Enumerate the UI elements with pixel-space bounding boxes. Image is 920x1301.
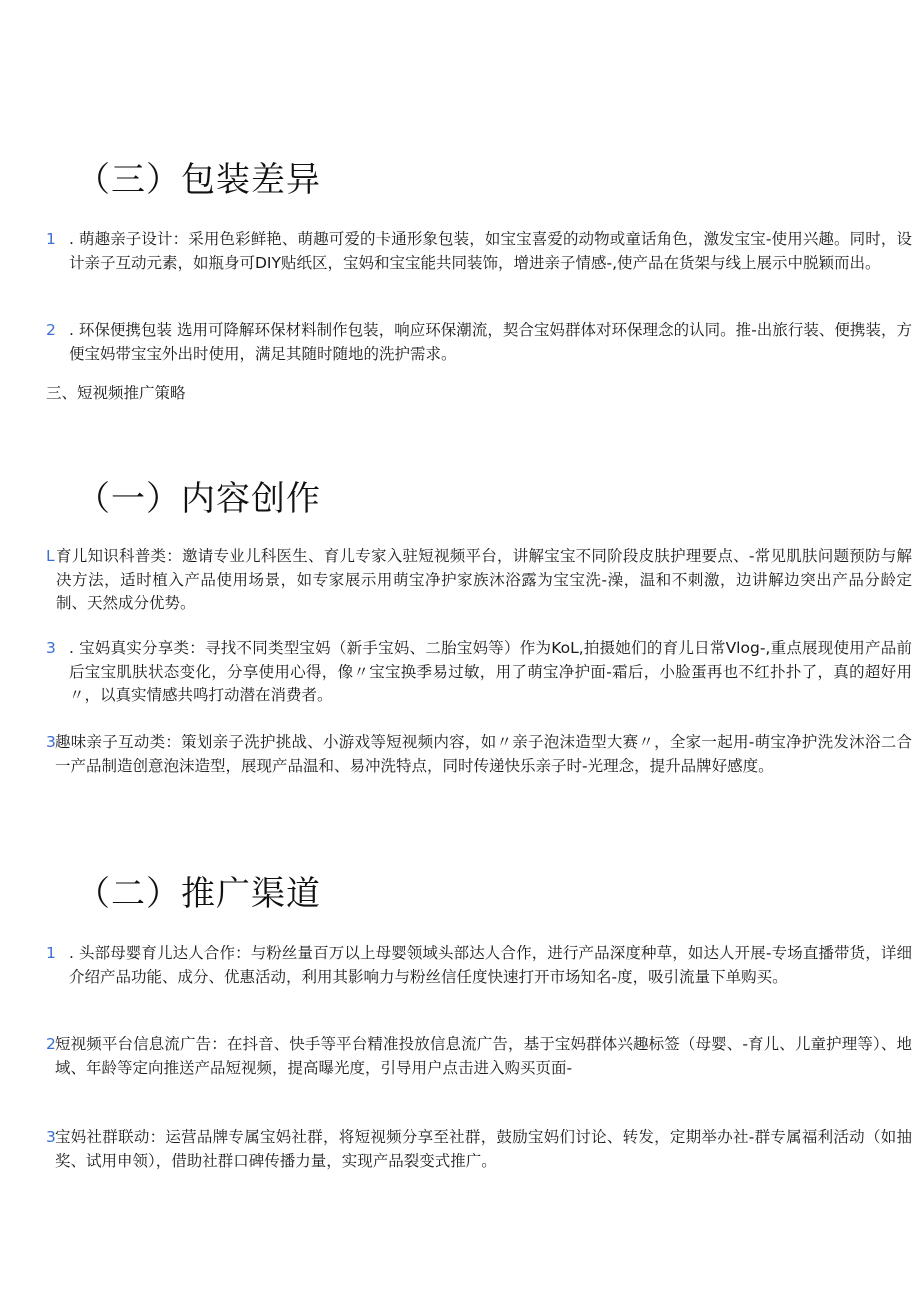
list-item-packaging-1 <box>46 228 912 275</box>
item-number: 2 <box>46 321 56 339</box>
item-text: 短视频平台信息流广告：在抖音、快手等平台精准投放信息流广告，基于宝妈群体兴趣标签（母婴、-育儿、儿童护理等）、地域、年龄等定向推送产品短视频，提高曝光度，引导用户点击进入购买页面- <box>55 1035 912 1077</box>
list-item-content-3 <box>46 731 912 778</box>
chapter-heading: 三、短视频推广策略 <box>46 384 186 402</box>
list-item-channel-1 <box>46 942 912 989</box>
item-number: 3 <box>46 639 56 657</box>
item-text: 宝妈社群联动：运营品牌专属宝妈社群，将短视频分享至社群，鼓励宝妈们讨论、转发，定期举办社-群专属福利活动（如抽奖、试用申领），借助社群口碑传播力量，实现产品裂变式推广。 <box>55 1128 912 1170</box>
list-item-content-2 <box>46 637 912 708</box>
list-item-channel-2 <box>46 1033 912 1080</box>
section-heading-content: （一）内容创作 <box>76 479 321 519</box>
item-number: 3 <box>46 733 56 751</box>
item-number: 1 <box>46 944 56 962</box>
section-heading-channels: （二）推广渠道 <box>76 874 321 914</box>
list-item-content-1 <box>46 545 912 616</box>
list-item-packaging-2 <box>46 319 912 366</box>
item-text: . 环保便携包装 选用可降解环保材料制作包装，响应环保潮流，契合宝妈群体对环保理念的认同。推-出旅行装、便携装，方便宝妈带宝宝外出时使用，满足其随时随地的洗护需求。 <box>69 321 912 363</box>
item-number: 3 <box>46 1128 56 1146</box>
item-text: . 宝妈真实分享类：寻找不同类型宝妈（新手宝妈、二胎宝妈等）作为KoL,拍摄她们的育儿日常Vlog-,重点展现使用产品前后宝宝肌肤状态变化，分享使用心得，像〃宝宝换季易过敏，用了萌宝净护面-霜后，小脸蛋再也不红扑扑了，真的超好用〃，以真实情感共鸣打动潜在消费者。 <box>69 639 912 704</box>
item-number: 1 <box>46 230 56 248</box>
item-text: 育儿知识科普类：邀请专业儿科医生、育儿专家入驻短视频平台，讲解宝宝不同阶段皮肤护理要点、-常见肌肤问题预防与解决方法，适时植入产品使用场景，如专家展示用萌宝净护家族沐浴露为宝宝洗-澡，温和不刺激，边讲解边突出产品分龄定制、天然成分优势。 <box>56 547 912 612</box>
item-number: 2 <box>46 1035 56 1053</box>
item-text: . 萌趣亲子设计：采用色彩鲜艳、萌趣可爱的卡通形象包装，如宝宝喜爱的动物或童话角色，激发宝宝-使用兴趣。同时，设计亲子互动元素，如瓶身可DIY贴纸区，宝妈和宝宝能共同装饰，增进亲子情感-,使产品在货架与线上展示中脱颖而出。 <box>69 230 912 272</box>
section-heading-packaging: （三）包装差异 <box>76 160 321 200</box>
item-text: . 头部母婴育儿达人合作：与粉丝量百万以上母婴领域头部达人合作，进行产品深度种草，如达人开展-专场直播带货，详细介绍产品功能、成分、优惠活动，利用其影响力与粉丝信任度快速打开市场知名-度，吸引流量下单购买。 <box>69 944 912 986</box>
list-item-channel-3 <box>46 1126 912 1173</box>
item-text: 趣味亲子互动类：策划亲子洗护挑战、小游戏等短视频内容，如〃亲子泡沫造型大赛〃，全家一起用-萌宝净护洗发沐浴二合一产品制造创意泡沫造型，展现产品温和、易冲洗特点，同时传递快乐亲子时-光理念，提升品牌好感度。 <box>55 733 912 775</box>
item-number: L <box>46 547 55 565</box>
